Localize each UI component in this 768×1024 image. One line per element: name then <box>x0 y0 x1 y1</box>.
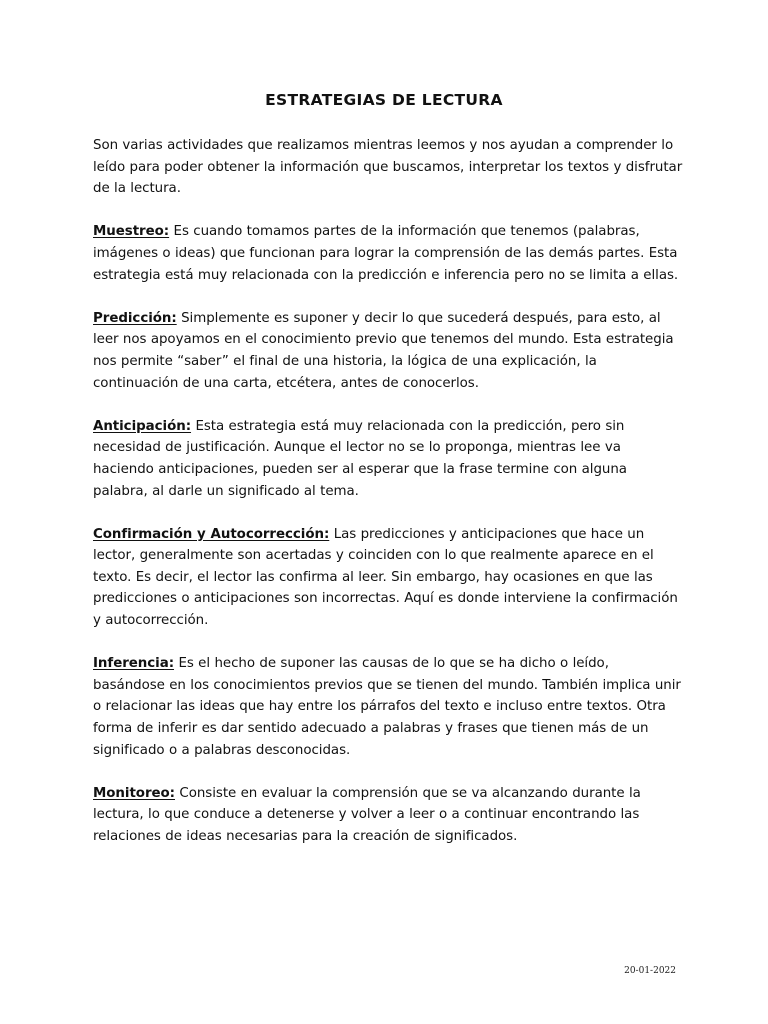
document-body <box>93 135 683 869</box>
definition-confirmacion: Las predicciones y anticipaciones que hace un lector, generalmente son acertadas y coinciden con lo que realmente aparece en el texto. Es decir, el lector las confirma al leer. Sin embargo, hay ocasiones en que las predicciones o anticipaciones son incorrectas. Aquí es donde interviene la confirmación y autocorrección. <box>93 526 678 629</box>
definition-muestreo: Es cuando tomamos partes de la información que tenemos (palabras, imágenes o ideas) que funcionan para lograr la comprensión de las demás partes. Esta estrategia está muy relacionada con la predicción e inferencia pero no se limita a ellas. <box>93 224 679 283</box>
term-muestreo: Muestreo: <box>93 224 170 240</box>
section-confirmacion <box>93 524 683 632</box>
term-monitoreo: Monitoreo: <box>93 785 175 801</box>
section-monitoreo <box>93 783 683 848</box>
section-prediccion <box>93 308 683 394</box>
term-inferencia: Inferencia: <box>93 656 175 672</box>
definition-anticipacion: Esta estrategia está muy relacionada con la predicción, pero sin necesidad de justificación. Aunque el lector no se lo proponga, mientras lee va haciendo anticipaciones, pueden ser al esperar que la frase termine con alguna palabra, al darle un significado al tema. <box>93 418 627 499</box>
definition-prediccion: Simplemente es suponer y decir lo que sucederá después, para esto, al leer nos apoyamos en el conocimiento previo que tenemos del mundo. Esta estrategia nos permite “saber” el final de una historia, la lógica de una explicación, la continuación de una carta, etcétera, antes de conocerlos. <box>93 310 674 391</box>
term-confirmacion: Confirmación y Autocorrección: <box>93 526 330 542</box>
definition-monitoreo: Consiste en evaluar la comprensión que se va alcanzando durante la lectura, lo que conduce a detenerse y volver a leer o a continuar encontrando las relaciones de ideas necesarias para la creación de significados. <box>93 785 641 844</box>
term-anticipacion: Anticipación: <box>93 418 192 434</box>
term-prediccion: Predicción: <box>93 310 177 326</box>
page-title: ESTRATEGIAS DE LECTURA <box>265 91 503 109</box>
section-inferencia <box>93 653 683 761</box>
intro-paragraph: Son varias actividades que realizamos mientras leemos y nos ayudan a comprender lo leído para poder obtener la información que buscamos, interpretar los textos y disfrutar de la lectura. <box>93 138 683 197</box>
footer-date: 20-01-2022 <box>624 966 676 976</box>
definition-inferencia: Es el hecho de suponer las causas de lo que se ha dicho o leído, basándose en los conocimientos previos que se tienen del mundo. También implica unir o relacionar las ideas que hay entre los párrafos del texto e incluso entre textos. Otra forma de inferir es dar sentido adecuado a palabras y frases que tienen más de un significado o a palabras desconocidas. <box>93 656 681 758</box>
section-anticipacion <box>93 416 683 502</box>
section-muestreo <box>93 221 683 286</box>
